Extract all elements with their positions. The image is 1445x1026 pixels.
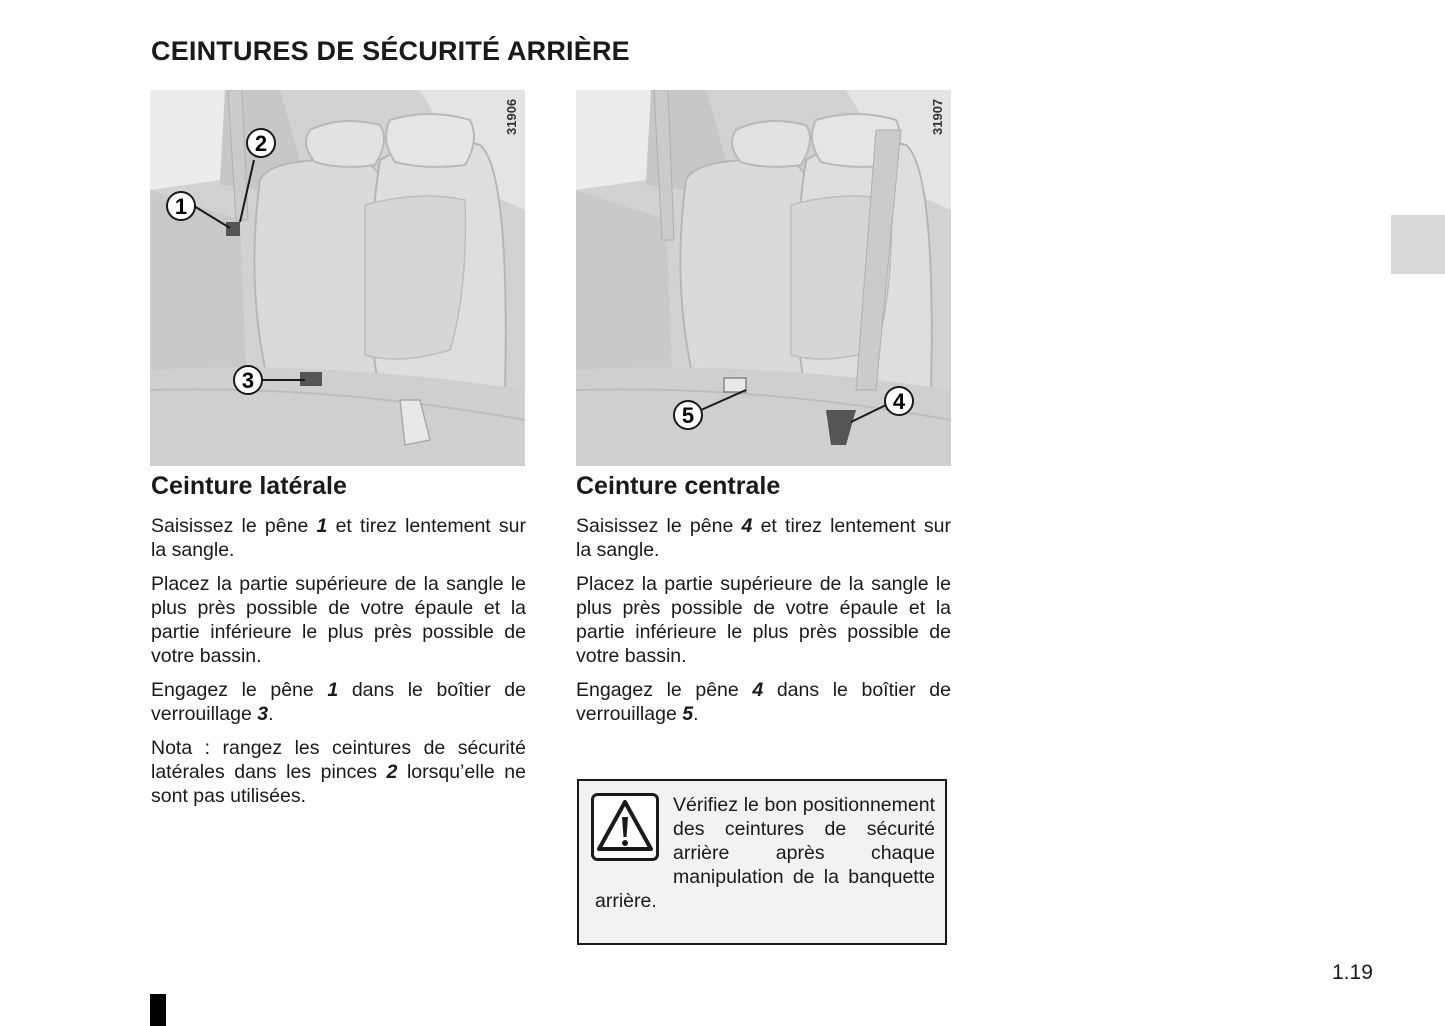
figure-ref-number: 31906 xyxy=(504,98,519,135)
paragraph-grab-buckle: Saisissez le pêne 4 et tirez lentement sur la sangle. xyxy=(576,515,951,561)
svg-text:3: 3 xyxy=(241,368,255,393)
callout-1 xyxy=(167,192,195,220)
page-title: CEINTURES DE SÉCURITÉ ARRIÈRE xyxy=(151,36,630,66)
paragraph-nota: Nota : rangez les ceintures de sécurité latérales dans les pinces 2 lorsqu’elle ne sont pas utilisées. xyxy=(151,737,526,807)
paragraph-position-belt: Placez la partie supérieure de la sangle le plus près possible de votre épaule et la partie inférieure le plus près possible de votre bassin. xyxy=(576,573,951,667)
paragraph-position-belt: Placez la partie supérieure de la sangle le plus près possible de votre épaule et la partie inférieure le plus près possible de votre bassin. xyxy=(151,573,526,667)
warning-box xyxy=(577,779,947,945)
svg-text:4: 4 xyxy=(892,389,906,414)
callout-5 xyxy=(674,401,702,429)
chapter-tab xyxy=(1391,215,1445,274)
page-number: 1.19 xyxy=(1332,961,1373,984)
section-side-belt xyxy=(151,470,526,818)
section-heading: Ceinture latérale xyxy=(151,472,347,500)
warning-text: Vérifiez le bon positionnement des ceintures de sécurité arrière après chaque manipulation de la banquette arrière. xyxy=(595,794,935,912)
paragraph-engage-buckle: Engagez le pêne 1 dans le boîtier de verrouillage 3. xyxy=(151,679,526,725)
section-center-belt xyxy=(576,470,951,736)
figure-center-belt xyxy=(576,90,951,466)
figure-side-belt xyxy=(150,90,525,466)
svg-text:1: 1 xyxy=(174,194,188,219)
callout-3 xyxy=(234,366,262,394)
paragraph-engage-buckle: Engagez le pêne 4 dans le boîtier de verrouillage 5. xyxy=(576,679,951,725)
callout-2 xyxy=(247,129,275,157)
paragraph-grab-buckle: Saisissez le pêne 1 et tirez lentement sur la sangle. xyxy=(151,515,526,561)
svg-text:5: 5 xyxy=(681,403,695,428)
section-heading: Ceinture centrale xyxy=(576,472,781,500)
callout-4 xyxy=(885,387,913,415)
crop-mark xyxy=(150,994,166,1026)
svg-text:2: 2 xyxy=(254,131,268,156)
figure-ref-number: 31907 xyxy=(930,98,945,135)
